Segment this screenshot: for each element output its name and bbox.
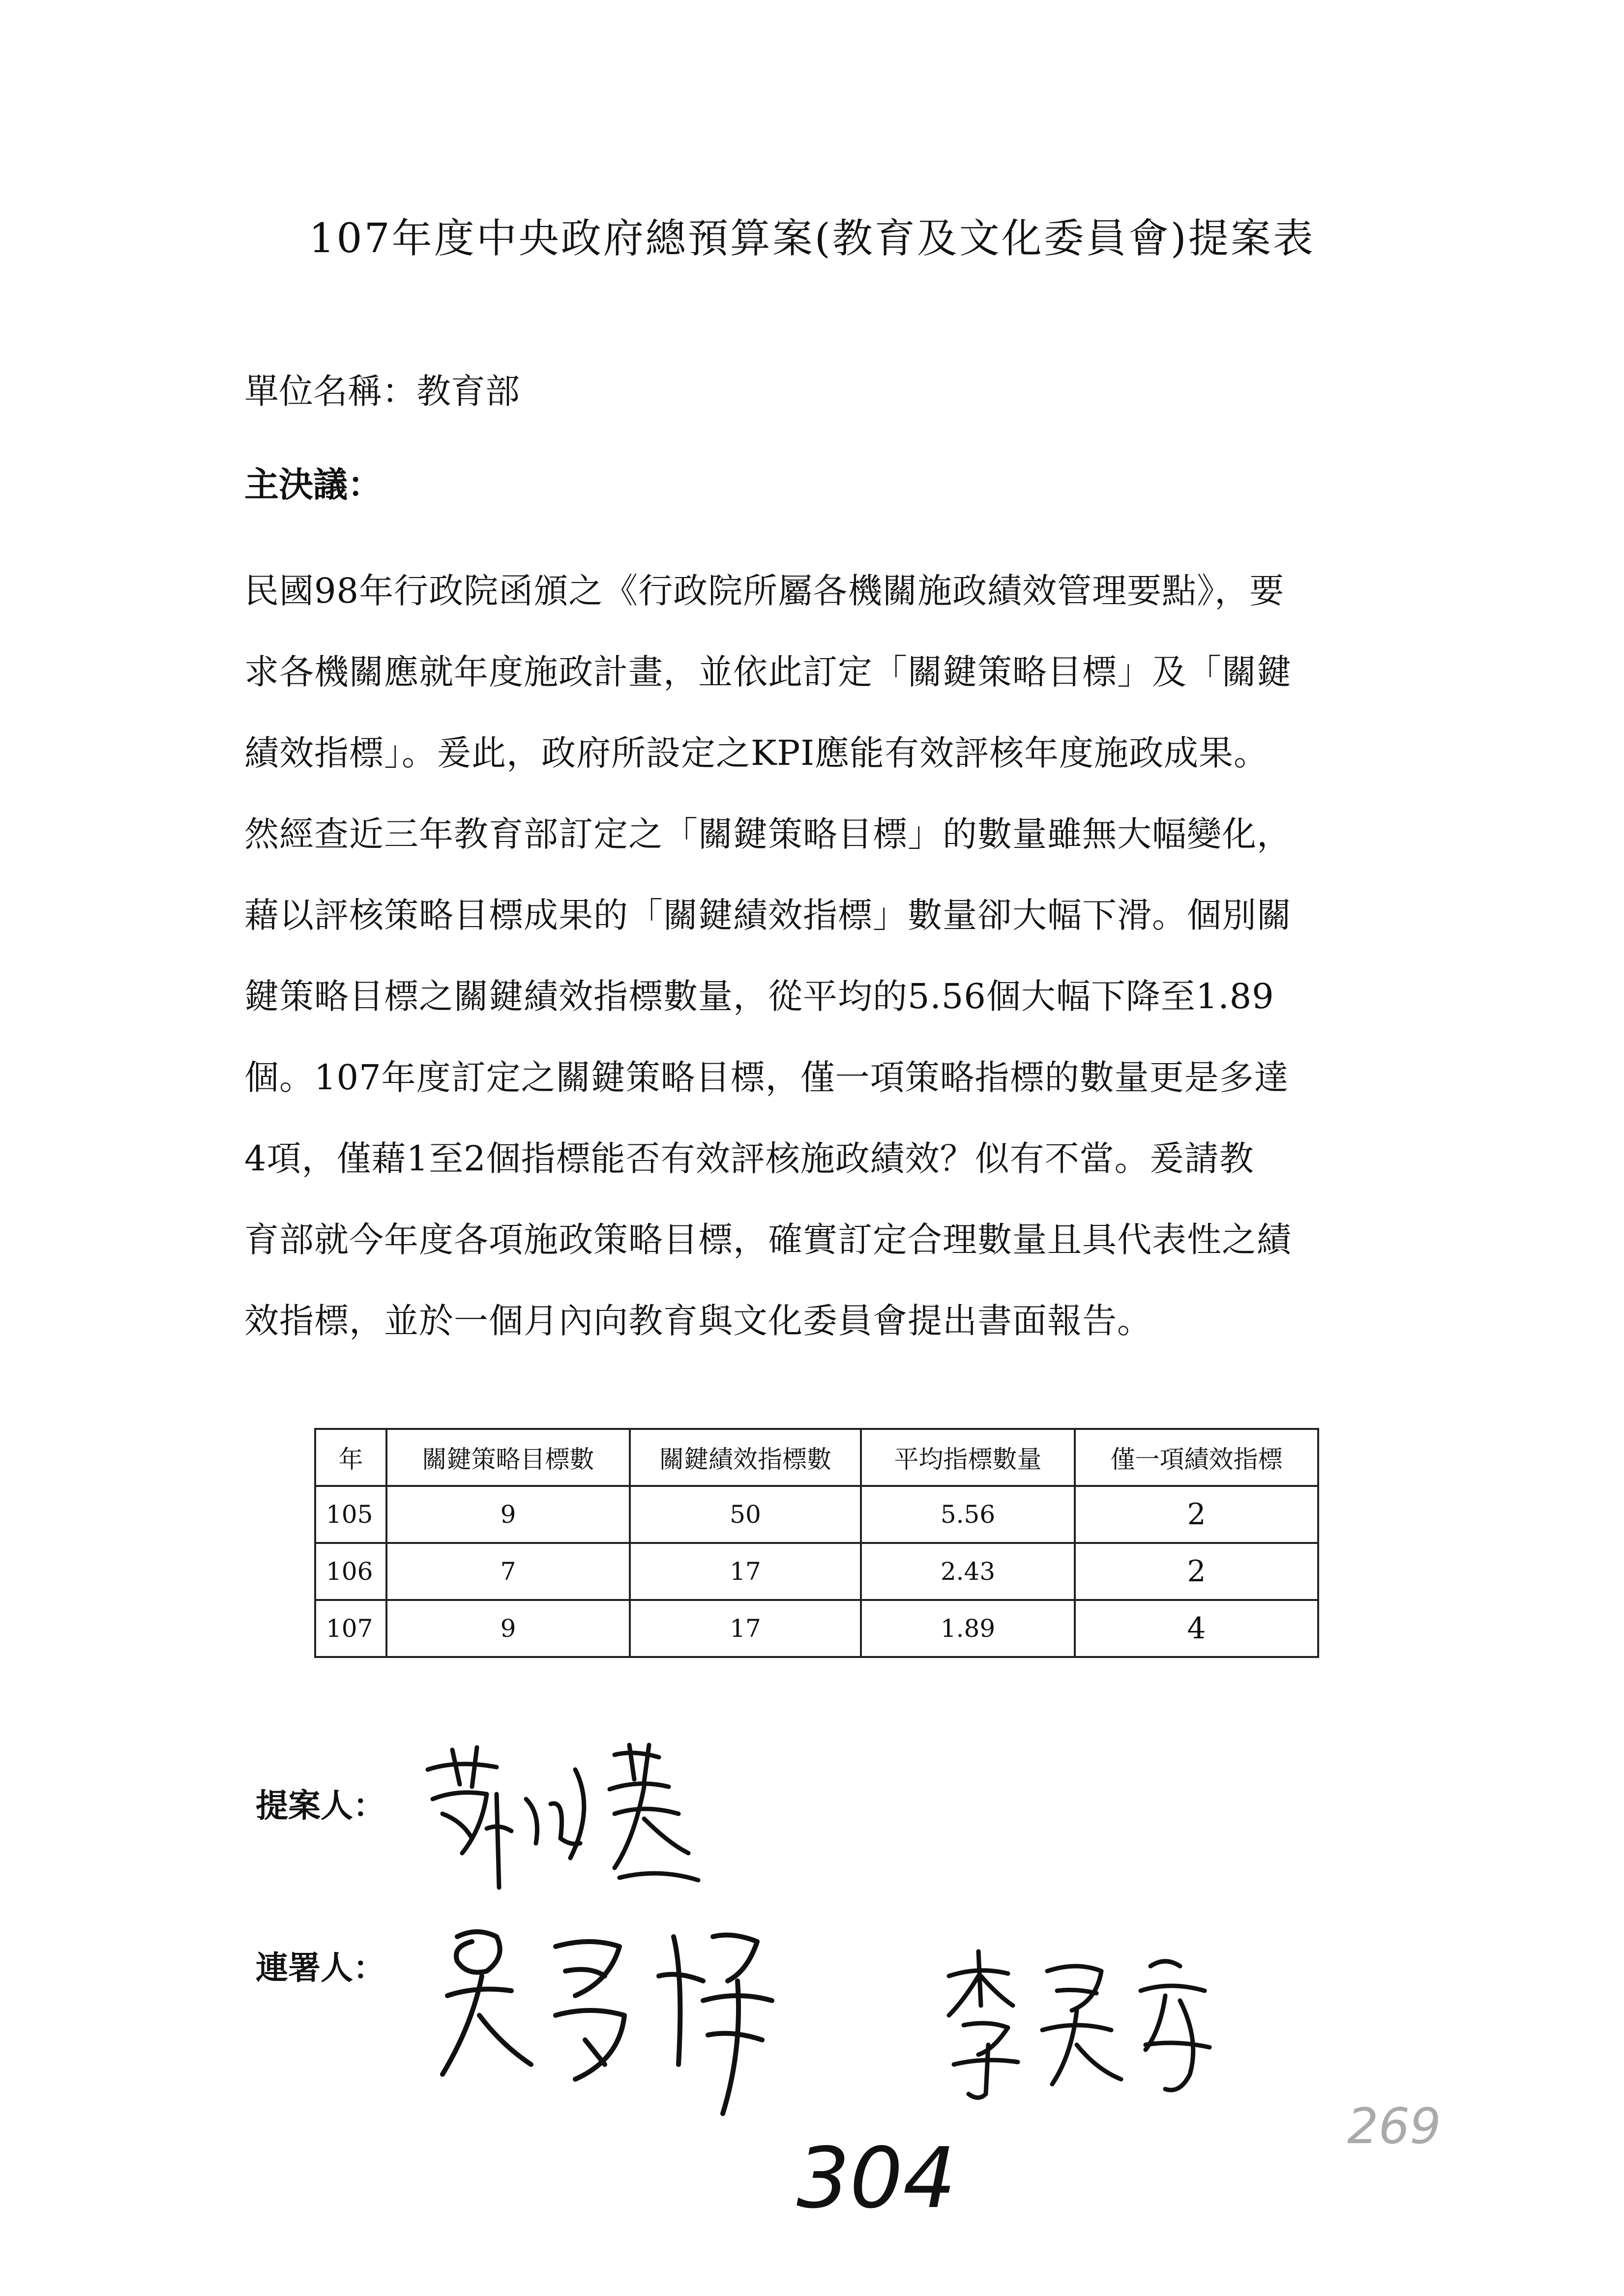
body-line: 求各機關應就年度施政計畫，並依此訂定「關鍵策略目標」及「關鍵 — [244, 652, 1292, 692]
cosigner-label: 連署人： — [256, 1948, 385, 1987]
faint-page-number-text: 269 — [1347, 2097, 1441, 2155]
proposer-signature — [413, 1740, 728, 1902]
body-line: 鍵策略目標之關鍵績效指標數量，從平均的5.56個大幅下降至1.89 — [244, 976, 1274, 1017]
column-header-single-kpi: 僅一項績效指標 — [1075, 1429, 1318, 1486]
table-row — [315, 1543, 1318, 1600]
document-title: 107年度中央政府總預算案(教育及文化委員會)提案表 — [309, 215, 1315, 262]
proposer-label: 提案人： — [256, 1786, 385, 1825]
handwritten-page-number-text: 304 — [797, 2130, 956, 2227]
resolution-heading: 主決議： — [244, 464, 382, 505]
table-row — [315, 1486, 1318, 1543]
body-line: 育部就今年度各項施政策略目標，確實訂定合理數量且具代表性之績 — [244, 1220, 1292, 1260]
body-line: 民國98年行政院函頒之《行政院所屬各機關施政績效管理要點》，要 — [244, 571, 1285, 611]
column-header-kpi-count: 關鍵績效指標數 — [630, 1429, 861, 1486]
table-cell: 1.89 — [861, 1600, 1075, 1657]
body-line: 然經查近三年教育部訂定之「關鍵策略目標」的數量雖無大幅變化， — [244, 814, 1292, 854]
table-cell: 7 — [386, 1543, 630, 1600]
cosigner-signature-1 — [428, 1917, 919, 2123]
table-header-row — [315, 1429, 1318, 1486]
table-cell: 4 — [1075, 1600, 1318, 1657]
handwritten-page-number — [792, 2128, 1003, 2227]
kpi-statistics-table — [314, 1428, 1319, 1658]
table-cell: 17 — [630, 1600, 861, 1657]
table-cell: 2 — [1075, 1486, 1318, 1543]
body-line: 4項，僅藉1至2個指標能否有效評核施政績效？似有不當。爰請教 — [244, 1138, 1254, 1179]
table-cell-year: 106 — [315, 1543, 386, 1600]
table-cell: 9 — [386, 1600, 630, 1657]
column-header-strategic-goals: 關鍵策略目標數 — [386, 1429, 630, 1486]
body-line: 藉以評核策略目標成果的「關鍵績效指標」數量卻大幅下滑。個別關 — [244, 895, 1292, 935]
table-cell-year: 105 — [315, 1486, 386, 1543]
unit-label: 單位名稱： — [244, 371, 416, 411]
table-cell: 2 — [1075, 1543, 1318, 1600]
unit-line — [244, 364, 520, 413]
body-line: 績效指標」。爰此，政府所設定之KPI應能有效評核年度施政成果。 — [244, 733, 1269, 773]
body-line: 效指標，並於一個月內向教育與文化委員會提出書面報告。 — [244, 1301, 1152, 1341]
table-cell: 50 — [630, 1486, 861, 1543]
table-cell: 9 — [386, 1486, 630, 1543]
body-line: 個。107年度訂定之關鍵策略目標，僅一項策略指標的數量更是多達 — [244, 1057, 1289, 1098]
resolution-body — [244, 551, 1380, 1362]
column-header-average-indicators: 平均指標數量 — [861, 1429, 1075, 1486]
column-header-year: 年 — [315, 1429, 386, 1486]
table-row — [315, 1600, 1318, 1657]
faint-page-number — [1342, 2089, 1460, 2158]
table-cell-year: 107 — [315, 1600, 386, 1657]
cosigner-signature-2 — [934, 1947, 1239, 2114]
table-cell: 5.56 — [861, 1486, 1075, 1543]
table-cell: 2.43 — [861, 1543, 1075, 1600]
unit-value: 教育部 — [416, 371, 520, 411]
table-cell: 17 — [630, 1543, 861, 1600]
